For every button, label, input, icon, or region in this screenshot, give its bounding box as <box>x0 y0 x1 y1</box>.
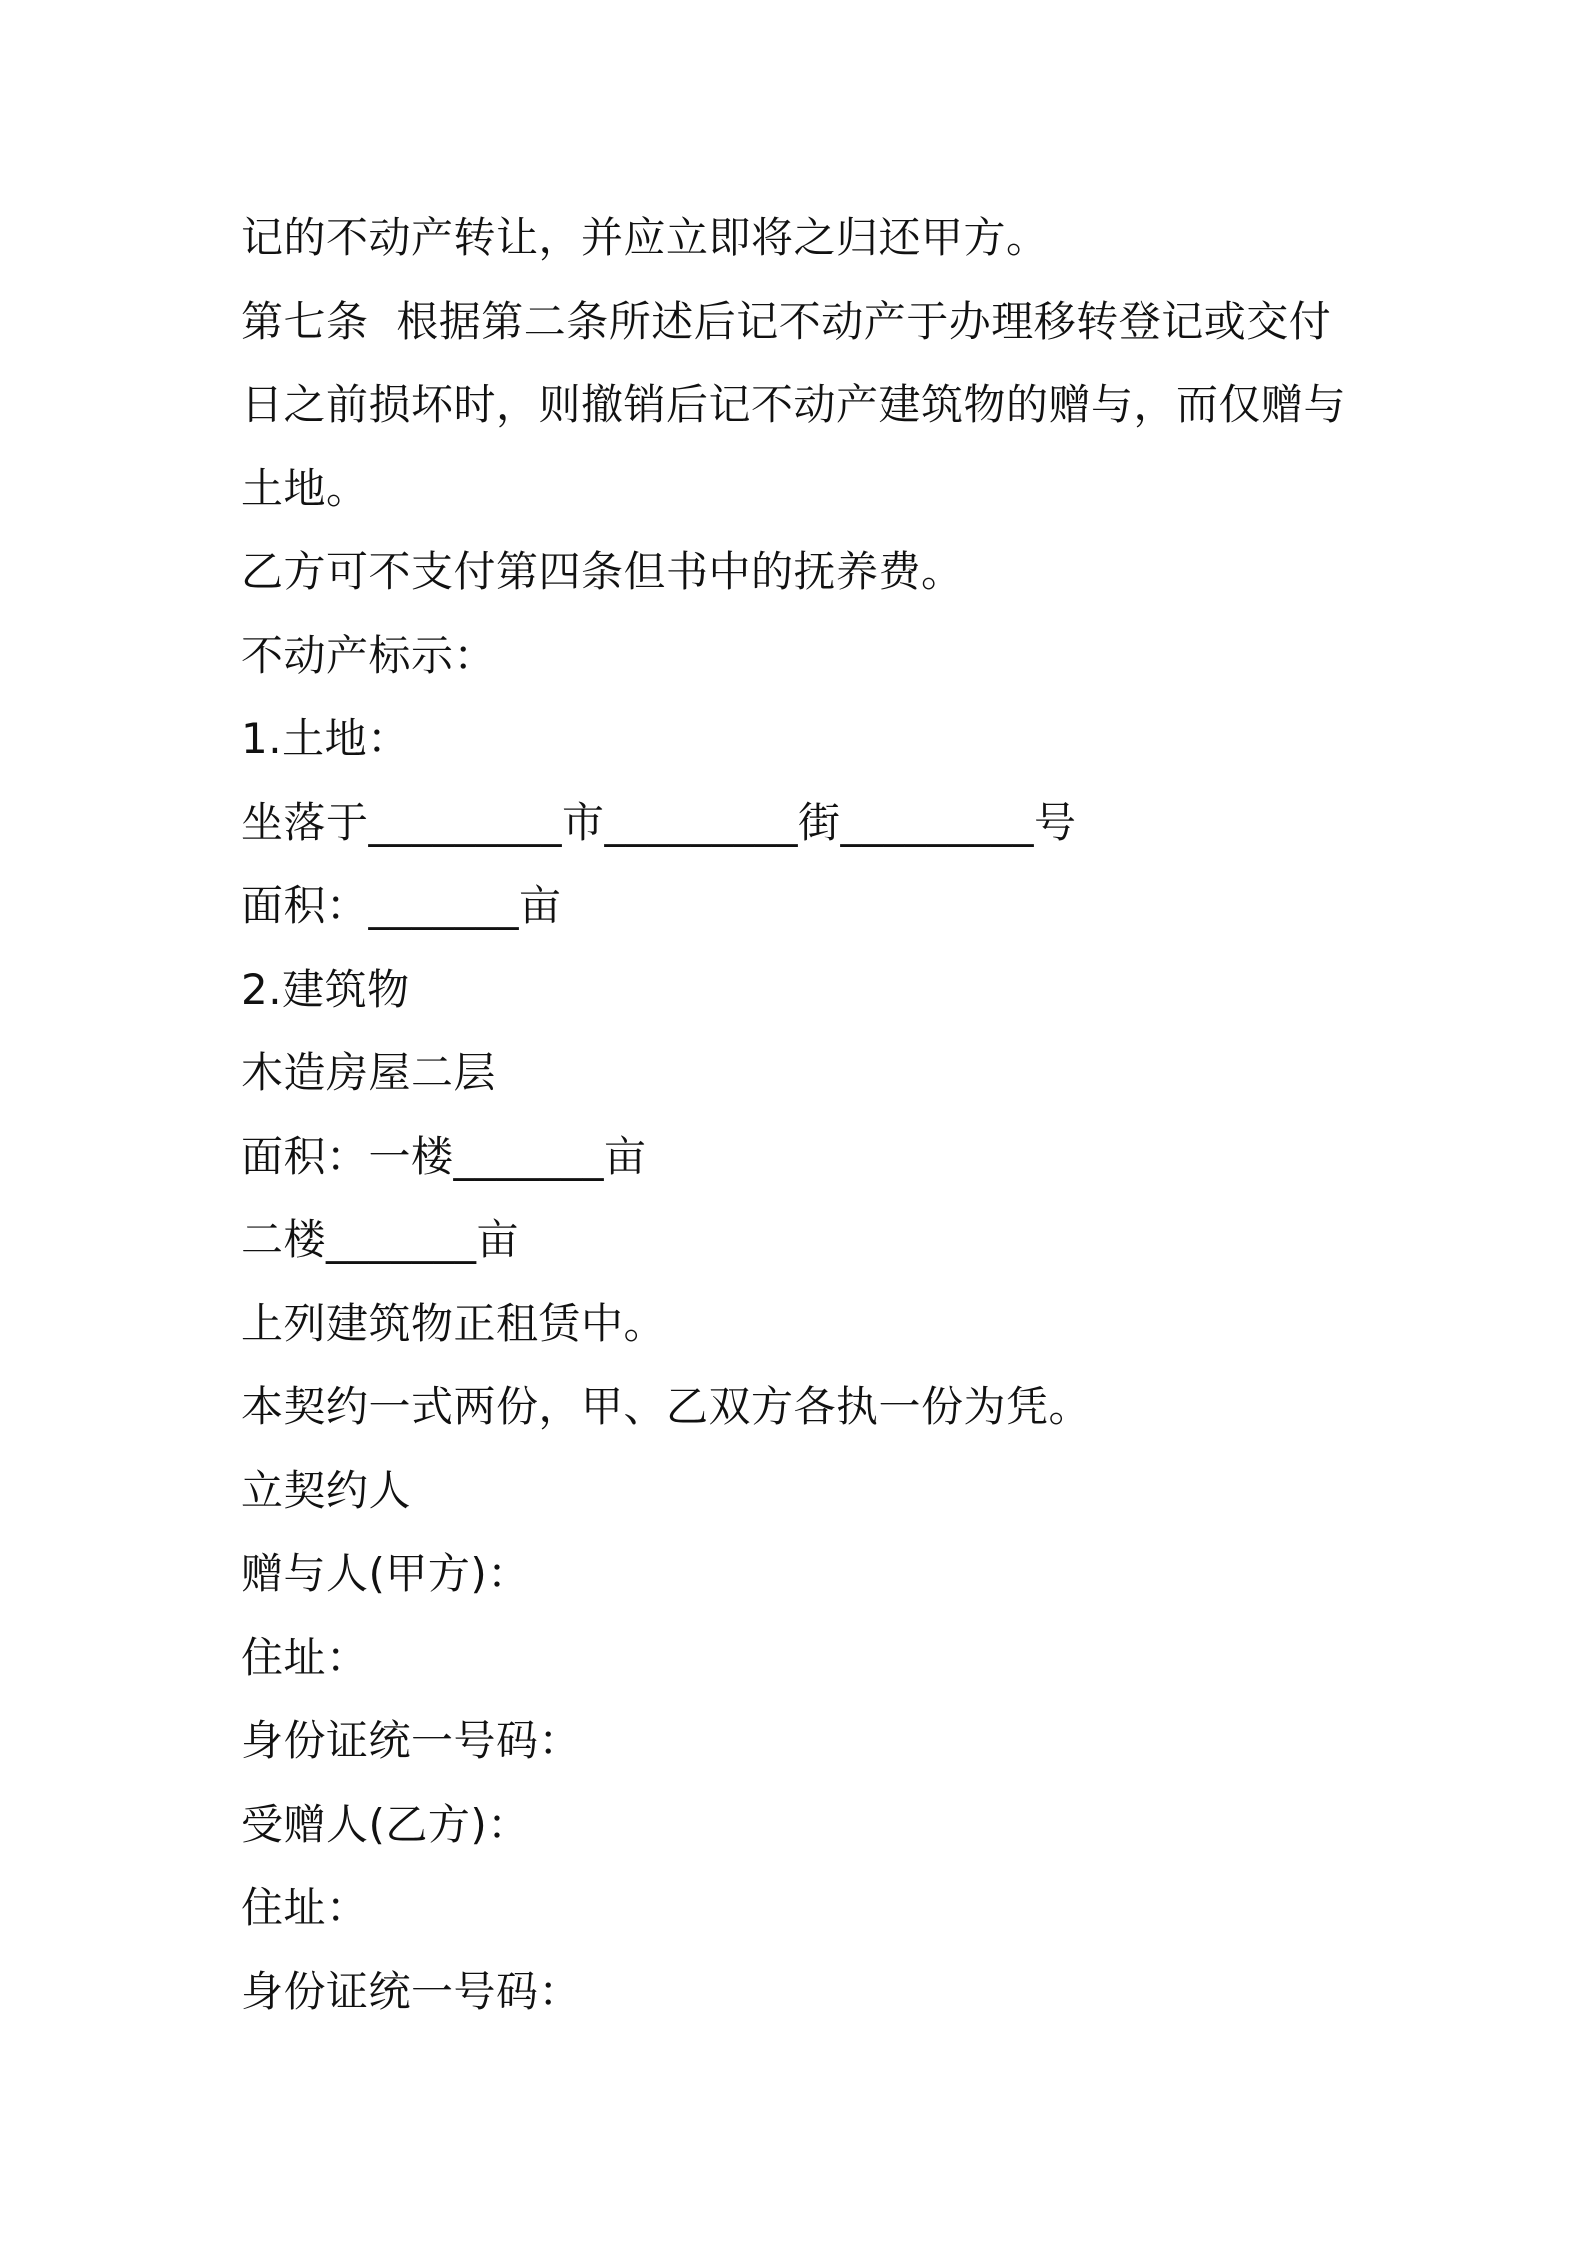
text-line: 面积：一楼_______亩 <box>241 1131 647 1181</box>
text-line: 立契约人 <box>241 1465 412 1515</box>
text-line: 不动产标示： <box>241 630 497 680</box>
text-line: 木造房屋二层 <box>241 1048 497 1097</box>
text-line: 第七条 根据第二条所述后记不动产于办理移转登记或交付 <box>241 296 1332 346</box>
text-line: 乙方可不支付第四条但书中的抚养费。 <box>241 547 964 596</box>
text-line: 住址： <box>241 1632 369 1682</box>
text-line: 身份证统一号码： <box>241 1716 582 1765</box>
text-line: 土地。 <box>241 463 369 513</box>
text-line: 本契约一式两份，甲、乙双方各执一份为凭。 <box>241 1382 1092 1431</box>
text-line: 身份证统一号码： <box>241 1966 582 2016</box>
text-line: 上列建筑物正租赁中。 <box>241 1298 667 1348</box>
text-line: 2.建筑物 <box>241 964 410 1014</box>
text-line: 坐落于_________市_________街_________号 <box>241 797 1077 847</box>
text-line: 二楼_______亩 <box>241 1215 520 1264</box>
text-line: 1.土地： <box>241 714 410 763</box>
document-body <box>241 196 1371 2033</box>
text-line: 记的不动产转让，并应立即将之归还甲方。 <box>241 213 1049 262</box>
text-line: 受赠人(乙方)： <box>241 1799 530 1849</box>
text-line: 赠与人(甲方)： <box>241 1549 530 1598</box>
text-line: 面积：_______亩 <box>241 881 562 930</box>
text-line: 住址： <box>241 1883 369 1932</box>
text-line: 日之前损坏时，则撤销后记不动产建筑物的赠与，而仅赠与 <box>241 380 1347 429</box>
